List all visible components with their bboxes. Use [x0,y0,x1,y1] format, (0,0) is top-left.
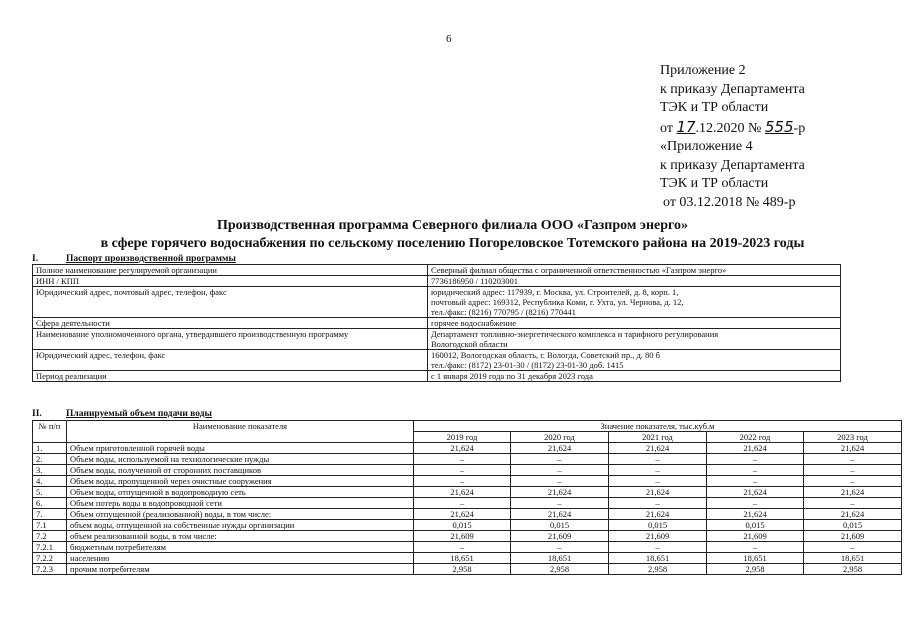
passport-value-line: с 1 января 2019 года по 31 декабря 2023 года [431,371,593,381]
passport-value-line: Северный филиал общества с ограниченной ответственностью «Газпром энерго» [431,265,727,275]
section-heading-passport [32,254,236,264]
row-value: 21,624 [511,487,609,498]
row-value: 0,015 [511,520,609,531]
row-name: населению [67,553,414,564]
water-volume-table [32,420,902,575]
row-value: – [414,542,511,553]
passport-row [33,276,841,287]
passport-value [428,287,841,318]
document-title: Производственная программа Северного филиала ООО «Газпром энерго» [216,218,689,233]
year-header: 2020 год [511,432,609,443]
row-value: – [804,542,902,553]
row-value: 2,958 [414,564,511,575]
passport-label: Наименование уполномоченного органа, утвердившего производственную программу [33,329,428,350]
passport-value-line: тел./факс: (8172) 23-01-30 / (8172) 23-01-30 доб. 1415 [431,360,624,370]
row-value: 2,958 [609,564,707,575]
passport-value-line: 7736186950 / 110203001 [431,276,519,286]
appendix-block [660,62,805,212]
appendix-line: ТЭК и ТР области [660,100,769,115]
passport-label: ИНН / КПП [33,276,428,287]
passport-value [428,276,841,287]
order-suffix: -р [793,120,806,136]
row-number: 4. [33,476,67,487]
passport-row [33,287,841,318]
passport-label: Юридический адрес, почтовый адрес, телефон, факс [33,287,428,318]
row-value: 21,624 [414,509,511,520]
table-row [33,520,902,531]
row-value: 21,624 [609,509,707,520]
passport-row [33,265,841,276]
row-value: – [707,465,804,476]
row-value: – [707,542,804,553]
row-value: 21,624 [707,443,804,454]
passport-label: Сфера деятельности [33,318,428,329]
table-row [33,476,902,487]
row-value: – [804,476,902,487]
passport-value-line: 160012, Вологодская область, г. Вологда, Советский пр., д. 80 б [431,350,661,360]
row-value: 18,651 [609,553,707,564]
handwritten-number: 555 [764,117,794,136]
year-header: 2022 год [707,432,804,443]
row-value: 21,624 [414,443,511,454]
section-label: Планируемый объем подачи воды [66,409,212,419]
order-prefix: от [660,120,673,136]
row-value: 21,609 [804,531,902,542]
row-value: 21,624 [804,509,902,520]
header-values: Значение показателя, тыс.куб.м [414,421,902,432]
table-row [33,531,902,542]
passport-value [428,318,841,329]
row-number: 7.1 [33,520,67,531]
row-value: – [609,454,707,465]
row-name: прочим потребителям [67,564,414,575]
row-value: 21,624 [804,487,902,498]
row-value: – [511,465,609,476]
year-header: 2021 год [609,432,707,443]
passport-row [33,329,841,350]
appendix-line: ТЭК и ТР области [660,176,769,191]
table-row [33,542,902,553]
row-value: – [804,465,902,476]
passport-value-line: тел./факс: (8216) 770795 / (8216) 770441 [431,307,576,317]
row-value: 18,651 [511,553,609,564]
appendix-line: к приказу Департамента [660,157,805,173]
row-value: – [414,498,511,509]
row-number: 3. [33,465,67,476]
row-value: – [804,498,902,509]
year-header: 2023 год [804,432,902,443]
row-number: 7.2.1 [33,542,67,553]
passport-row [33,318,841,329]
row-value: 21,624 [414,487,511,498]
row-name: Объем приготовленной горячей воды [67,443,414,454]
row-value: 2,958 [511,564,609,575]
row-number: 5. [33,487,67,498]
row-value: – [707,476,804,487]
row-value: – [804,454,902,465]
table-row [33,509,902,520]
row-number: 7.2.2 [33,553,67,564]
row-name: объем реализованной воды, в том числе: [67,531,414,542]
passport-value [428,350,841,371]
passport-value-line: юридический адрес: 117939, г. Москва, ул. Строителей, д. 8, корп. 1, [431,287,679,297]
row-name: бюджетным потребителям [67,542,414,553]
row-value: 2,958 [804,564,902,575]
passport-value-line: почтовый адрес: 169312, Республика Коми, г. Ухта, ул. Чернова, д. 12, [431,297,684,307]
row-number: 7.2 [33,531,67,542]
appendix-line: от 03.12.2018 № 489-р [663,194,796,210]
handwritten-day: 17 [676,117,696,136]
row-value: – [511,542,609,553]
passport-table [32,264,841,382]
row-value: – [609,498,707,509]
appendix-order-line [660,118,805,139]
row-value: 0,015 [609,520,707,531]
appendix-line: «Приложение 4 [660,139,753,154]
passport-value-line: горячее водоснабжение [431,318,516,328]
row-value: – [511,476,609,487]
section-number: II. [32,409,42,419]
passport-value [428,371,841,382]
section-number: I. [32,254,39,264]
row-value: 18,651 [804,553,902,564]
row-value: 21,609 [609,531,707,542]
row-value: 21,609 [414,531,511,542]
row-number: 7.2.3 [33,564,67,575]
page-number: 6 [446,33,452,45]
row-name: Объем воды, пропущенной через очистные сооружения [67,476,414,487]
row-name: объем воды, отпущенной на собственные нужды организации [67,520,414,531]
row-value: 18,651 [707,553,804,564]
year-header: 2019 год [414,432,511,443]
passport-value-line: Департамент топливно-энергетического комплекса и тарифного регулирования [431,329,719,339]
row-value: – [707,498,804,509]
passport-label: Полное наименование регулируемой организации [33,265,428,276]
appendix-line: к приказу Департамента [660,81,805,97]
row-value: 0,015 [707,520,804,531]
header-num: № п/п [33,421,67,443]
row-value: – [609,465,707,476]
order-mid: .12.2020 № [695,120,762,136]
passport-row [33,371,841,382]
row-value: 21,624 [804,443,902,454]
row-name: Объем отпущенной (реализованной) воды, в том числе: [67,509,414,520]
passport-label: Период реализации [33,371,428,382]
row-value: 0,015 [804,520,902,531]
row-value: – [609,476,707,487]
row-value: – [414,476,511,487]
appendix-line: Приложение 2 [660,63,746,78]
table-row [33,564,902,575]
row-name: Объем воды, используемой на технологические нужды [67,454,414,465]
document-subtitle: в сфере горячего водоснабжения по сельскому поселению Погореловское Тотемского района на 2019-2023 годы [100,236,805,251]
row-value: 18,651 [414,553,511,564]
row-value: – [414,454,511,465]
row-number: 7. [33,509,67,520]
table-row [33,498,902,509]
row-name: Объем потерь воды в водопроводной сети [67,498,414,509]
table-row [33,553,902,564]
row-value: 21,624 [609,443,707,454]
table-row [33,487,902,498]
row-value: 2,958 [707,564,804,575]
passport-value-line: Вологодской области [431,339,508,349]
passport-value [428,329,841,350]
section-label: Паспорт производственной программы [66,254,236,264]
row-name: Объем воды, полученной от сторонних поставщиков [67,465,414,476]
row-value: – [414,465,511,476]
row-number: 2. [33,454,67,465]
row-value: 21,624 [707,487,804,498]
row-number: 6. [33,498,67,509]
row-value: 21,609 [707,531,804,542]
row-value: – [609,542,707,553]
row-value: 21,624 [707,509,804,520]
row-value: – [511,454,609,465]
passport-value [428,265,841,276]
row-value: 21,624 [511,443,609,454]
row-value: 0,015 [414,520,511,531]
table-row [33,454,902,465]
row-value: – [511,498,609,509]
row-name: Объем воды, отпущенной в водопроводную сеть [67,487,414,498]
row-value: – [707,454,804,465]
passport-row [33,350,841,371]
passport-label: Юридический адрес, телефон, факс [33,350,428,371]
row-value: 21,624 [609,487,707,498]
section-heading-volume [32,409,212,419]
header-name: Наименование показателя [67,421,414,443]
table-row [33,465,902,476]
row-value: 21,624 [511,509,609,520]
table-row [33,443,902,454]
row-value: 21,609 [511,531,609,542]
row-number: 1. [33,443,67,454]
